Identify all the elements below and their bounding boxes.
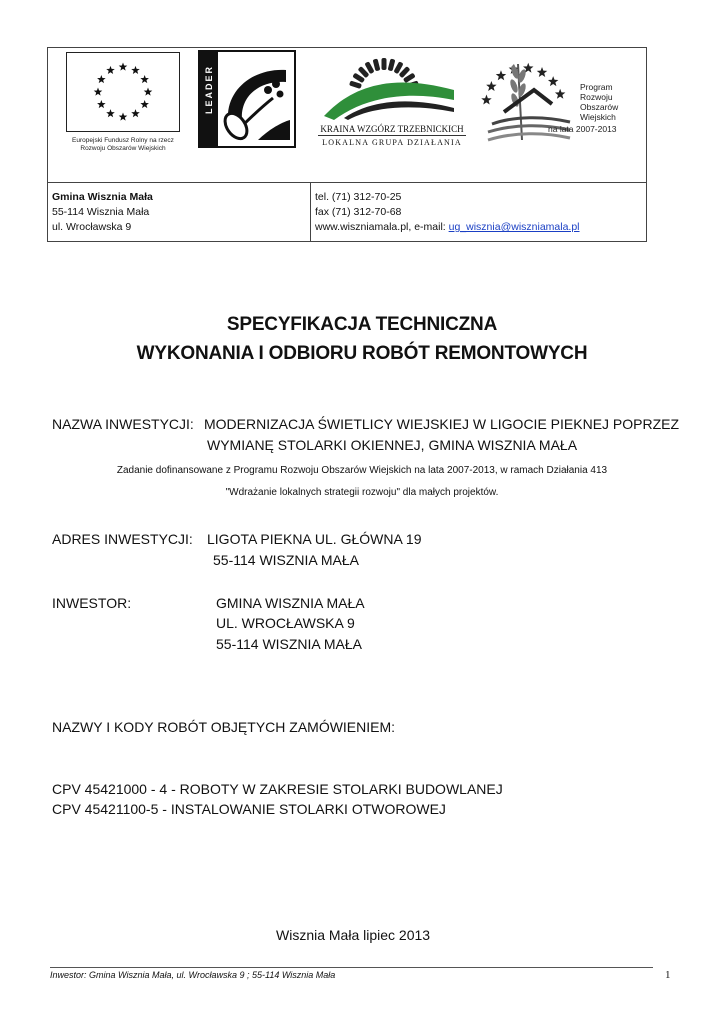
contact-street: ul. Wrocławska 9 bbox=[52, 221, 132, 233]
sun-ray-icon bbox=[349, 80, 362, 88]
prow-star-icon bbox=[548, 76, 558, 86]
investment-name-line1: MODERNIZACJA ŚWIETLICY WIEJSKIEJ W LIGOCIE PIEKNEJ POPRZEZ bbox=[204, 416, 680, 432]
investment-name-line2: WYMIANĘ STOLARKI OKIENNEJ, GMINA WISZNIA MAŁA bbox=[207, 437, 578, 453]
cpv-code-1: CPV 45421000 - 4 - ROBOTY W ZAKRESIE STOLARKI BUDOWLANEJ bbox=[52, 781, 503, 797]
footer-rule bbox=[50, 967, 653, 968]
sun-ray-icon bbox=[388, 58, 396, 71]
contact-tel: tel. (71) 312-70-25 bbox=[315, 191, 402, 203]
prow-line2: Rozwoju bbox=[580, 92, 613, 102]
contact-email-link[interactable]: ug_wisznia@wiszniamala.pl bbox=[448, 221, 580, 233]
title-line2: WYKONANIA I ODBIORU ROBÓT REMONTOWYCH bbox=[136, 343, 588, 364]
contact-right bbox=[315, 190, 580, 235]
sun-ray-icon bbox=[382, 58, 387, 70]
kraina-sun-hills-icon bbox=[314, 54, 468, 124]
contact-divider bbox=[310, 182, 311, 242]
prow-logo bbox=[474, 54, 634, 150]
investment-label: NAZWA INWESTYCJI: bbox=[52, 416, 194, 432]
eu-flag-logo bbox=[66, 52, 180, 152]
prow-caption bbox=[580, 82, 618, 122]
funding-line2: "Wdrażanie lokalnych strategii rozwoju" dla małych projektów. bbox=[225, 487, 499, 498]
address-line2: 55-114 WISZNIA MAŁA bbox=[213, 552, 360, 568]
prow-line5: na lata 2007-2013 bbox=[548, 124, 617, 134]
place-date: Wisznia Mała lipiec 2013 bbox=[276, 927, 431, 943]
address-line1: LIGOTA PIEKNA UL. GŁÓWNA 19 bbox=[207, 531, 422, 547]
contact-left bbox=[52, 190, 153, 235]
prow-star-icon bbox=[555, 89, 565, 99]
investor-label: INWESTOR: bbox=[52, 595, 132, 611]
sun-ray-icon bbox=[373, 58, 381, 71]
codes-heading: NAZWY I KODY ROBÓT OBJĘTYCH ZAMÓWIENIEM: bbox=[52, 719, 396, 735]
prow-line1: Program bbox=[580, 82, 613, 92]
kraina-name: KRAINA WZGÓRZ TRZEBNICKICH bbox=[318, 124, 466, 136]
prow-star-icon bbox=[486, 81, 496, 91]
funding-line1: Zadanie dofinansowane z Programu Rozwoju Obszarów Wiejskich na lata 2007-2013, w ramach Działania 413 bbox=[116, 465, 608, 476]
title-line1: SPECYFIKACJA TECHNICZNA bbox=[226, 314, 498, 335]
eu-caption-line2: Rozwoju Obszarów Wiejskich bbox=[80, 144, 166, 152]
prow-line3: Obszarów bbox=[580, 102, 619, 112]
prow-line4: Wiejskich bbox=[580, 112, 616, 122]
kraina-subtitle: LOKALNA GRUPA DZIAŁANIA bbox=[322, 138, 462, 147]
kraina-logo bbox=[314, 54, 468, 152]
eu-caption bbox=[66, 137, 180, 152]
contact-postal: 55-114 Wisznia Mała bbox=[52, 206, 150, 218]
cpv-code-2: CPV 45421100-5 - INSTALOWANIE STOLARKI OTWOROWEJ bbox=[52, 801, 446, 817]
contact-name: Gmina Wisznia Mała bbox=[52, 191, 153, 203]
prow-star-icon bbox=[481, 95, 491, 105]
prow-star-icon bbox=[537, 67, 547, 77]
contact-fax: fax (71) 312-70-68 bbox=[315, 206, 402, 218]
investor-line3: 55-114 WISZNIA MAŁA bbox=[216, 636, 363, 652]
eu-stars-icon bbox=[66, 52, 180, 132]
prow-star-icon bbox=[496, 70, 506, 80]
investor-line1: GMINA WISZNIA MAŁA bbox=[216, 595, 365, 611]
leader-logo bbox=[198, 50, 296, 148]
investor-line2: UL. WROCŁAWSKA 9 bbox=[216, 615, 355, 631]
page-number: 1 bbox=[665, 969, 671, 981]
eu-caption-line1: Europejski Fundusz Rolny na rzecz bbox=[72, 137, 174, 144]
footer-text: Inwestor: Gmina Wisznia Mała, ul. Wrocławska 9 ; 55-114 Wisznia Mała bbox=[50, 970, 336, 980]
leader-vertical-text: LEADER bbox=[204, 64, 214, 114]
address-label: ADRES INWESTYCJI: bbox=[52, 531, 193, 547]
contact-www: www.wiszniamala.pl, e-mail: bbox=[315, 221, 449, 233]
